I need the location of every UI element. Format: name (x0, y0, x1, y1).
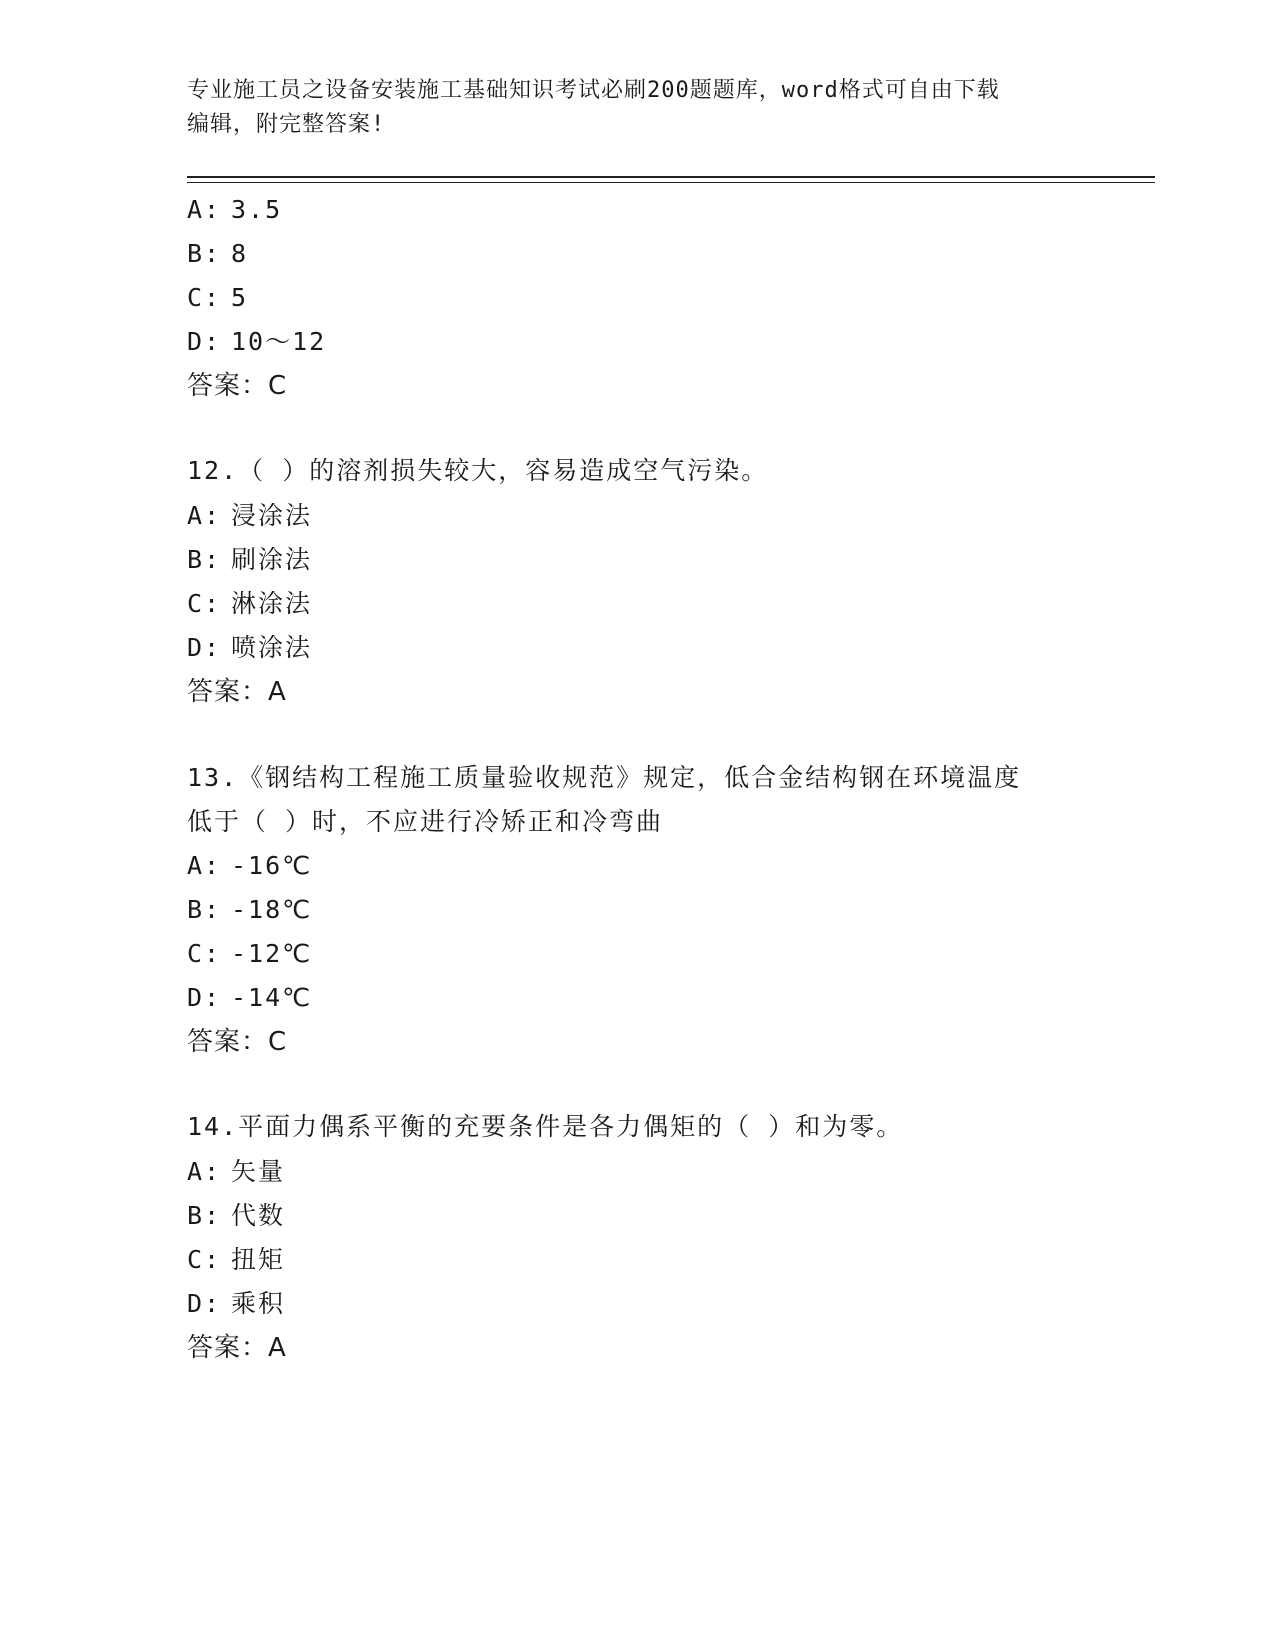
option-label: C: (187, 1245, 222, 1274)
option-text: 乘积 (231, 1289, 286, 1318)
option-label: C: (187, 283, 222, 312)
q12-answer: 答案：A (187, 677, 287, 707)
header-title-line-1: 专业施工员之设备安装施工基础知识考试必刷200题题库，word格式可自由下载 (187, 78, 1000, 103)
option-label: C: (187, 939, 222, 968)
option-text: -14℃ (231, 983, 313, 1012)
q11-option-d (187, 326, 326, 358)
option-label: B: (187, 545, 222, 574)
option-text: 淋涂法 (231, 589, 313, 618)
option-label: A: (187, 501, 222, 530)
q12-option-c (187, 588, 312, 620)
header-title-line-2: 编辑，附完整答案! (187, 112, 386, 137)
document-header (187, 74, 1087, 142)
option-label: B: (187, 239, 222, 268)
option-text: 10～12 (231, 327, 327, 356)
q12-stem: 12.（ ）的溶剂损失较大，容易造成空气污染。 (187, 456, 769, 485)
option-label: B: (187, 1201, 222, 1230)
option-text: 刷涂法 (231, 545, 313, 574)
q12-option-a (187, 500, 312, 532)
option-label: B: (187, 895, 222, 924)
option-label: D: (187, 327, 222, 356)
option-label: A: (187, 1157, 222, 1186)
option-text: 矢量 (231, 1157, 286, 1186)
option-text: -12℃ (231, 939, 313, 968)
q13-option-c (187, 938, 312, 970)
q14-option-a (187, 1156, 285, 1188)
q12-option-d (187, 632, 312, 664)
option-text: -16℃ (231, 851, 313, 880)
option-label: D: (187, 633, 222, 662)
option-label: C: (187, 589, 222, 618)
option-text: 8 (231, 239, 249, 268)
option-label: A: (187, 851, 222, 880)
q11-option-c (187, 282, 248, 314)
q11-answer: 答案：C (187, 371, 288, 401)
q14-answer: 答案：A (187, 1333, 287, 1363)
header-divider-thick (187, 176, 1155, 178)
q13-option-d (187, 982, 312, 1014)
option-text: 浸涂法 (231, 501, 313, 530)
q14-stem: 14.平面力偶系平衡的充要条件是各力偶矩的（ ）和为零。 (187, 1112, 904, 1141)
q13-stem-line-1: 13.《钢结构工程施工质量验收规范》规定，低合金结构钢在环境温度 (187, 763, 1022, 792)
option-text: 5 (231, 283, 249, 312)
option-label: D: (187, 983, 222, 1012)
q13-option-b (187, 894, 312, 926)
option-label: A: (187, 195, 222, 224)
option-text: 代数 (231, 1201, 286, 1230)
q11-option-a (187, 194, 282, 226)
option-text: -18℃ (231, 895, 313, 924)
q13-stem-line-2: 低于（ ）时，不应进行冷矫正和冷弯曲 (187, 807, 664, 836)
q13-option-a (187, 850, 312, 882)
q14-option-c (187, 1244, 285, 1276)
q11-option-b (187, 238, 248, 270)
q12-option-b (187, 544, 312, 576)
q14-option-d (187, 1288, 285, 1320)
q13-answer: 答案：C (187, 1027, 288, 1057)
option-text: 扭矩 (231, 1245, 286, 1274)
option-text: 3.5 (231, 195, 283, 224)
q14-option-b (187, 1200, 285, 1232)
header-divider-thin (187, 182, 1155, 183)
option-text: 喷涂法 (231, 633, 313, 662)
option-label: D: (187, 1289, 222, 1318)
